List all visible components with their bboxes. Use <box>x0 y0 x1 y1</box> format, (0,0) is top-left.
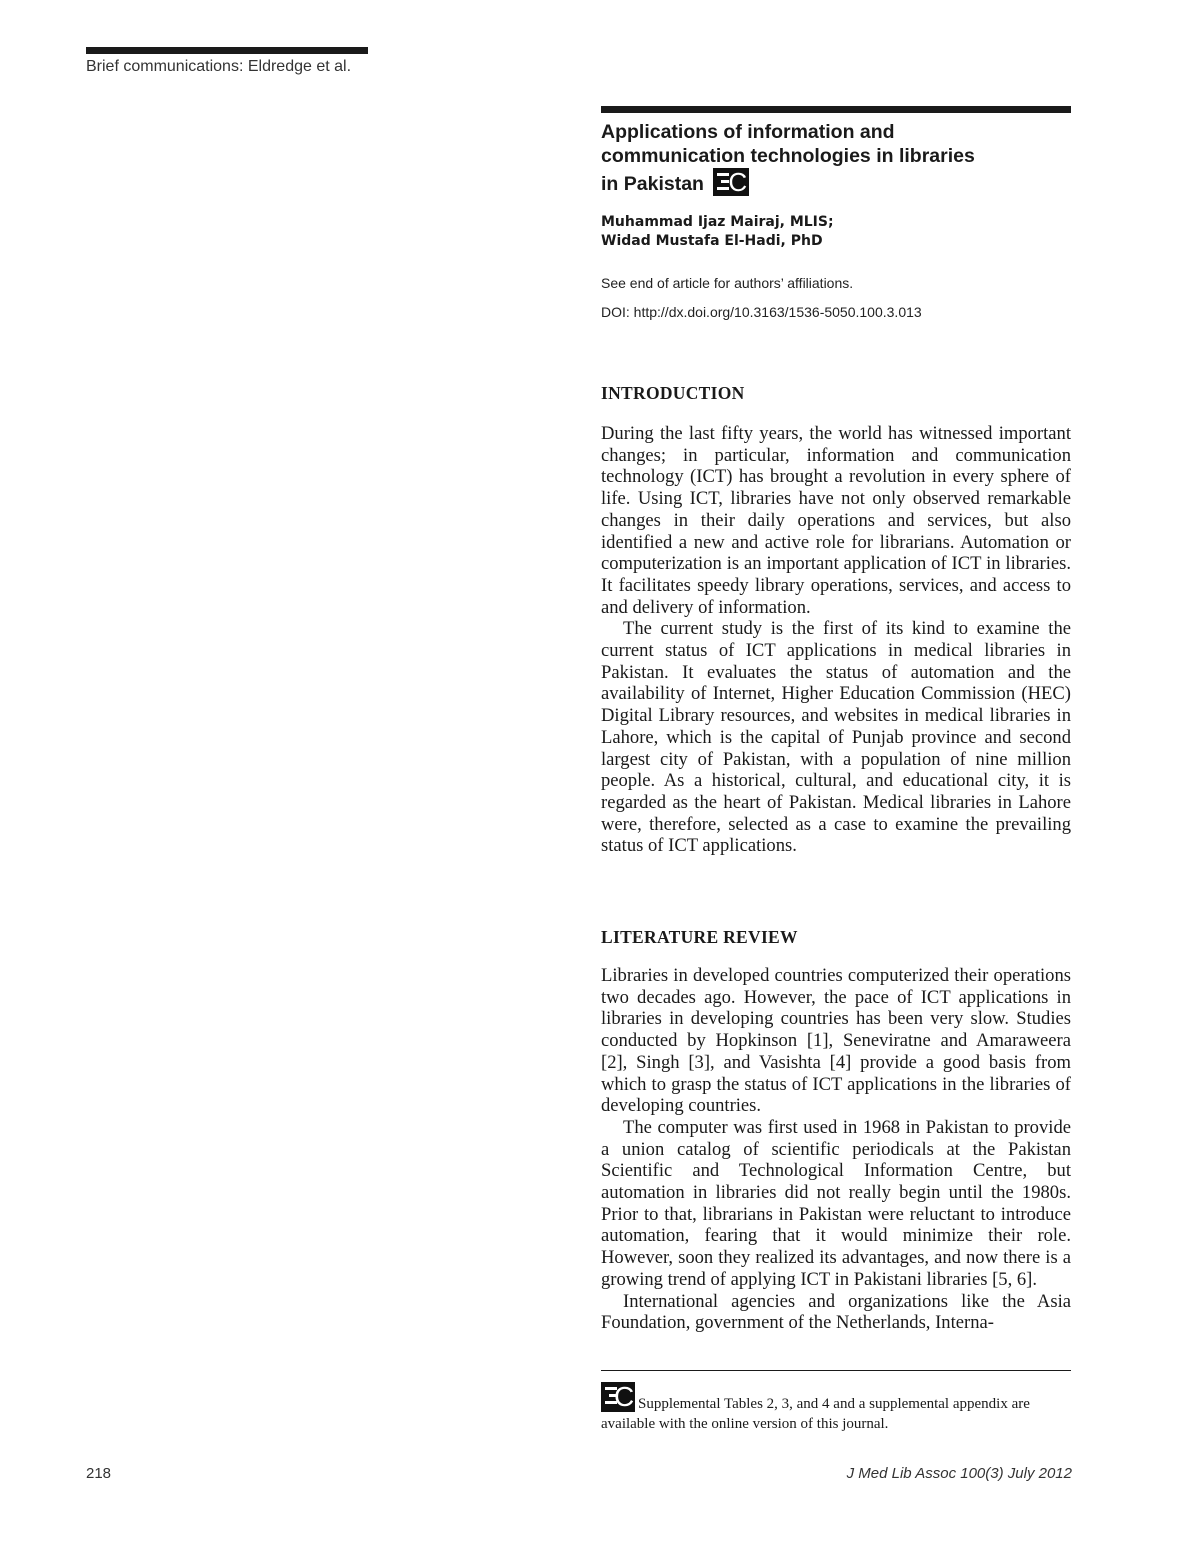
section-heading-introduction: INTRODUCTION <box>601 383 745 403</box>
footnote-text: Supplemental Tables 2, 3, and 4 and a supplemental appendix are available with the online version of this journal. <box>601 1396 1030 1432</box>
title-line-with-icon <box>601 168 1071 196</box>
paragraph: International agencies and organizations like the Asia Foundation, government of the Netherlands, Interna- <box>601 1290 1071 1334</box>
paragraph: During the last fifty years, the world has witnessed important changes; in particular, information and communication technology (ICT) has brought a revolution in every sphere of life. Using ICT, libraries have not only observed remarkable changes in their daily operations and services, but also identified a new and active role for librarians. Automation or computerization is an important application of ICT in libraries. It facilitates speedy library operations, services, and access to and delivery of information. <box>601 423 1071 618</box>
author-list <box>601 213 1071 251</box>
author-name: Muhammad Ijaz Mairaj, MLIS; <box>601 214 834 230</box>
header-rule <box>86 47 368 54</box>
paragraph: The computer was first used in 1968 in Pakistan to provide a union catalog of scientific periodicals at the Pakistan Scientific and Technological Information Centre, but automation in libraries did not really begin until the 1980s. Prior to that, librarians in Pakistan were reluctant to introduce automation, fearing that it would minimize their role. However, soon they realized its advantages, and now there is a growing trend of applying ICT in Pakistani libraries [5, 6]. <box>601 1116 1071 1290</box>
journal-citation: J Med Lib Assoc 100(3) July 2012 <box>846 1465 1072 1482</box>
page-number: 218 <box>86 1465 112 1482</box>
article-title <box>601 120 1071 196</box>
affiliations-note: See end of article for authors’ affiliations. <box>601 275 854 291</box>
doi-link[interactable]: DOI: http://dx.doi.org/10.3163/1536-5050.100.3.013 <box>601 304 922 320</box>
paragraph: Libraries in developed countries computerized their operations two decades ago. However, the pace of ICT applications in libraries in developing countries has been very slow. Studies conducted by Hopkinson [1], Seneviratne and Amaraweera [2], Singh [3], and Vasishta [4] provide a good basis from which to grasp the status of ICT applications in the libraries of developing countries. <box>601 965 1071 1117</box>
footnote-rule <box>601 1370 1071 1371</box>
title-rule <box>601 106 1071 113</box>
literature-review-body <box>601 965 1071 1334</box>
section-heading-literature-review: LITERATURE REVIEW <box>601 927 798 947</box>
author-name: Widad Mustafa El-Hadi, PhD <box>601 233 823 249</box>
title-line: Applications of information and <box>601 121 895 143</box>
title-line: communication technologies in libraries <box>601 145 975 167</box>
electronic-content-icon: C <box>601 1382 635 1412</box>
electronic-content-icon: C <box>713 168 749 196</box>
title-line: in Pakistan <box>601 173 704 195</box>
running-head: Brief communications: Eldredge et al. <box>86 58 352 75</box>
introduction-body <box>601 423 1071 857</box>
paragraph: The current study is the first of its kind to examine the current status of ICT applications in medical libraries in Pakistan. It evaluates the status of automation and the availability of Internet, Higher Education Commission (HEC) Digital Library resources, and websites in medical libraries in Lahore, which is the capital of Punjab province and second largest city of Pakistan, with a population of nine million people. As a historical, cultural, and educational city, it is regarded as the heart of Pakistan. Medical libraries in Lahore were, therefore, selected as a case to examine the prevailing status of ICT applications. <box>601 618 1071 857</box>
supplemental-footnote <box>601 1382 1071 1434</box>
